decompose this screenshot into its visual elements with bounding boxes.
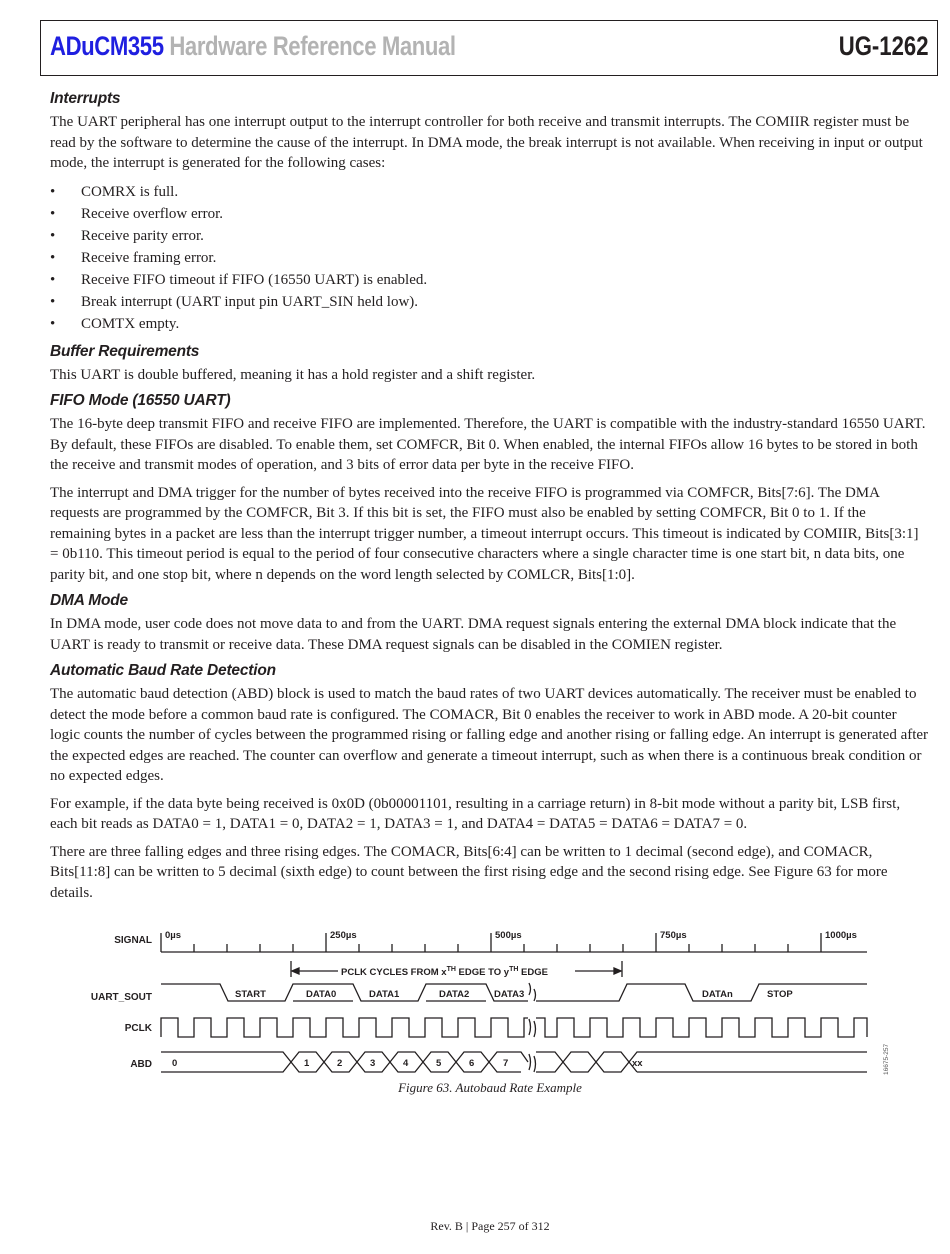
list-item: • Receive parity error.	[50, 225, 930, 247]
page-footer: Rev. B | Page 257 of 312	[430, 1219, 550, 1233]
abd-label: 2	[337, 1058, 343, 1069]
abd-label: 6	[469, 1058, 475, 1069]
abd-label: xx	[632, 1058, 643, 1069]
sout-label-datan: DATAn	[702, 989, 733, 1000]
signal-name-uart-sout: UART_SOUT	[90, 992, 152, 1003]
abd-label: 0	[172, 1058, 178, 1069]
document-id: UG-1262	[839, 31, 929, 61]
time-label: 750µs	[660, 930, 687, 941]
time-label: 500µs	[495, 930, 522, 941]
list-item: • Receive FIFO timeout if FIFO (16550 UART) is enabled.	[50, 269, 930, 291]
sout-label-data1: DATA1	[369, 989, 400, 1000]
figure-side-id: 16675-257	[883, 1043, 890, 1075]
paragraph: This UART is double buffered, meaning it has a hold register and a shift register.	[50, 366, 536, 383]
manual-name: Hardware Reference Manual	[169, 31, 456, 61]
timing-diagram-svg	[85, 925, 905, 1095]
heading-buffer-requirements: Buffer Requirements	[50, 342, 200, 360]
autobaud-timing-diagram	[85, 925, 905, 1095]
document-title	[50, 31, 456, 62]
signal-name-abd: ABD	[130, 1059, 152, 1070]
sout-label-data2: DATA2	[439, 989, 470, 1000]
paragraph: The UART peripheral has one interrupt output to the interrupt controller for both receive and transmit interrupts. The COMIIR register must be read by the software to determine the cause of the interrupt. In DMA mode, the break interrupt is not available. When receiving in input or output mode, the interrupt is generated for the following cases:	[50, 114, 923, 171]
heading-fifo-mode: FIFO Mode (16550 UART)	[50, 392, 231, 409]
abd-bus-waveform	[161, 1052, 867, 1072]
page-header	[40, 20, 938, 76]
sout-label-data3: DATA3	[494, 989, 525, 1000]
abd-label: 1	[304, 1058, 310, 1069]
page-content	[50, 90, 930, 910]
sout-label-start: START	[235, 989, 266, 1000]
time-label: 1000µs	[825, 930, 857, 941]
time-label: 250µs	[330, 930, 357, 941]
list-item: • Receive framing error.	[50, 247, 930, 269]
list-item: • COMTX empty.	[50, 313, 930, 335]
list-item: • Receive overflow error.	[50, 203, 930, 225]
abd-label: 5	[436, 1058, 442, 1069]
interrupt-cases-list	[50, 181, 930, 335]
abd-label: 4	[403, 1058, 409, 1069]
paragraph: There are three falling edges and three rising edges. The COMACR, Bits[6:4] can be written to 1 decimal (second edge), and COMACR, Bits[11:8] can be written to 5 decimal (sixth edge) to count between the first rising edge and the second rising edge. See Figure 63 for more details.	[50, 843, 888, 901]
sout-label-data0: DATA0	[306, 989, 337, 1000]
sout-label-stop: STOP	[767, 989, 793, 1000]
heading-interrupts: Interrupts	[50, 90, 121, 107]
list-item: • COMRX is full.	[50, 181, 930, 203]
pclk-cycles-annotation	[291, 961, 622, 978]
paragraph: The automatic baud detection (ABD) block is used to match the baud rates of two UART devices automatically. The receiver must be enabled to detect the mode before a common baud rate is configured. The COMACR, Bit 0 enables the receiver to work in ABD mode. A 20-bit counter logic counts the number of cycles between the programmed rising or falling edge and another rising or falling edge. An interrupt is generated after the expected edges are reached. The counter can overflow and generate a timeout interrupt, such as when there is a continuous break condition or no expected edges.	[50, 686, 929, 784]
heading-dma-mode: DMA Mode	[50, 592, 128, 609]
paragraph: The 16-byte deep transmit FIFO and receive FIFO are implemented. Therefore, the UART is compatible with the industry-standard 16550 UART. By default, these FIFOs are disabled. To enable them, set COMFCR, Bit 0. When enabled, the internal FIFOs allow 16 bytes to be stored in both the receive and transmit modes of operation, and 3 bits of error data per byte in the receive FIFO.	[50, 416, 926, 473]
pclk-break-icon	[529, 1019, 536, 1037]
pclk-waveform-continued	[536, 1018, 867, 1037]
paragraph: The interrupt and DMA trigger for the number of bytes received into the receive FIFO is programmed via COMFCR, Bits[7:6]. The DMA requests are programmed by the COMFCR, Bit 3. If this bit is set, the FIFO must also be enabled by setting COMFCR, Bit 0 to 1. If the remaining bytes in a packet are less than the interrupt trigger number, a timeout interrupt occurs. This timeout is indicated by COMIIR, Bits[3:1] = 0b110. This timeout period is equal to the period of four consecutive characters where a single character time is one start bit, n data bits, one parity bit, and one stop bit, where n depends on the word length selected by COMLCR, Bits[1:0].	[50, 484, 919, 583]
list-item: • Break interrupt (UART input pin UART_SIN held low).	[50, 291, 930, 313]
time-axis-ticks	[161, 933, 821, 952]
part-number: ADuCM355	[50, 31, 164, 61]
figure-caption: Figure 63. Autobaud Rate Example	[398, 1080, 582, 1095]
signal-name-pclk: PCLK	[124, 1023, 152, 1034]
paragraph: For example, if the data byte being received is 0x0D (0b00001101, resulting in a carriage return) in 8-bit mode without a parity bit, LSB first, each bit reads as DATA0 = 1, DATA1 = 0, DATA2 = 1, DATA3 = 1, and DATA4 = DATA5 = DATA6 = DATA7 = 0.	[50, 795, 901, 832]
abd-label: 7	[503, 1058, 509, 1069]
signal-name-signal: SIGNAL	[114, 935, 152, 946]
pclk-waveform	[161, 1018, 528, 1037]
heading-automatic-baud-rate-detection: Automatic Baud Rate Detection	[50, 662, 276, 679]
pclk-cycles-label: PCLK CYCLES FROM $x^{TH}$ EDGE TO $y^{TH}$ EDGE	[341, 966, 548, 978]
time-label: 0µs	[165, 930, 182, 941]
paragraph: In DMA mode, user code does not move data to and from the UART. DMA request signals entering the external DMA block indicate that the UART is ready to transmit or receive data. These DMA request signals can be disabled in the COMIEN register.	[50, 616, 897, 653]
abd-label: 3	[370, 1058, 376, 1069]
